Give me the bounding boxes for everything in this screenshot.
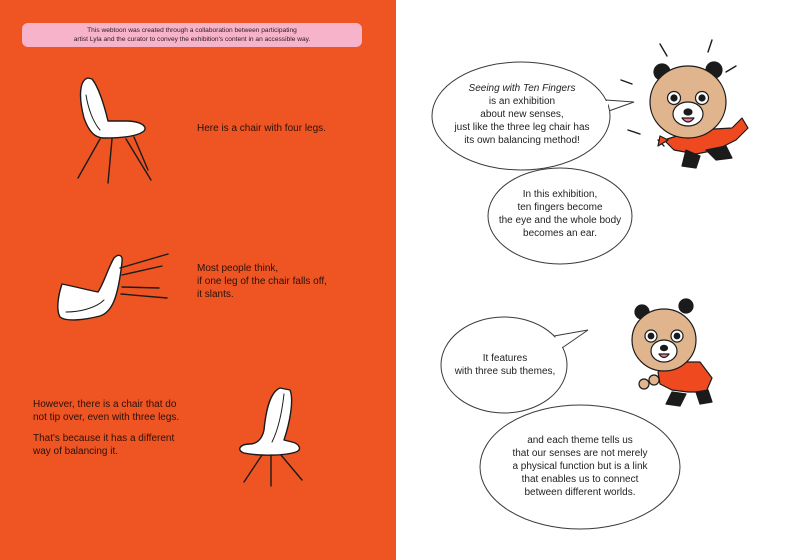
four-legs-line-1: Here is a chair with four legs. (197, 123, 326, 134)
bubble-2-line-3: the eye and the whole body (498, 215, 622, 226)
bubble-2-line-2: ten fingers become (517, 202, 603, 213)
right-page (396, 0, 788, 560)
fallen-line-3: it slants. (197, 289, 234, 300)
bubble-1-text (436, 82, 608, 147)
bubble-2-text (494, 188, 626, 240)
bubble-4-line-2: that our senses are not merely (512, 448, 648, 459)
notice-line-2: artist Lyla and the curator to convey the exhibition's content in an accessible way. (73, 36, 311, 43)
bear-character-2 (632, 299, 712, 406)
bubble-1-line-4: its own balancing method! (464, 135, 580, 146)
fallen-chair-caption (197, 262, 327, 301)
fallen-line-2: if one leg of the chair falls off, (197, 276, 327, 287)
bubble-4-line-3: a physical function but is a link (512, 461, 648, 472)
bubble-2-line-1: In this exhibition, (522, 189, 598, 200)
bubble-3-text (446, 352, 564, 378)
bubble-3-line-2: with three sub themes, (454, 366, 556, 377)
fallen-line-1: Most people think, (197, 263, 279, 274)
chair-fallen-illustration (58, 254, 168, 320)
chair-three-legs-illustration (240, 388, 302, 486)
bubble-1-line-1: is an exhibition (488, 96, 556, 107)
bubble-4-line-5: between different worlds. (524, 487, 636, 498)
exhibition-title: Seeing with Ten Fingers (468, 83, 576, 94)
three-legs-line-1: However, there is a chair that do (33, 399, 177, 410)
bubble-4-line-1: and each theme tells us (527, 435, 633, 446)
bubble-3-line-1: It features (482, 353, 528, 364)
three-legs-caption (33, 398, 179, 458)
notice-line-1: This webtoon was created through a collaboration between participating (87, 27, 297, 34)
bubble-4-text (486, 434, 674, 499)
bubble-2-line-4: becomes an ear. (523, 228, 597, 239)
three-legs-line-3: That's because it has a different (33, 433, 175, 444)
bubble-1-line-2: about new senses, (480, 109, 564, 120)
chair-four-legs-illustration (78, 78, 151, 183)
bubble-1-line-3: just like the three leg chair has (454, 122, 590, 133)
bubble-4-line-4: that enables us to connect (521, 474, 639, 485)
four-legs-caption (197, 122, 326, 135)
bear-character-1 (621, 40, 748, 168)
three-legs-line-2: not tip over, even with three legs. (33, 412, 180, 423)
three-legs-line-4: way of balancing it. (33, 446, 119, 457)
